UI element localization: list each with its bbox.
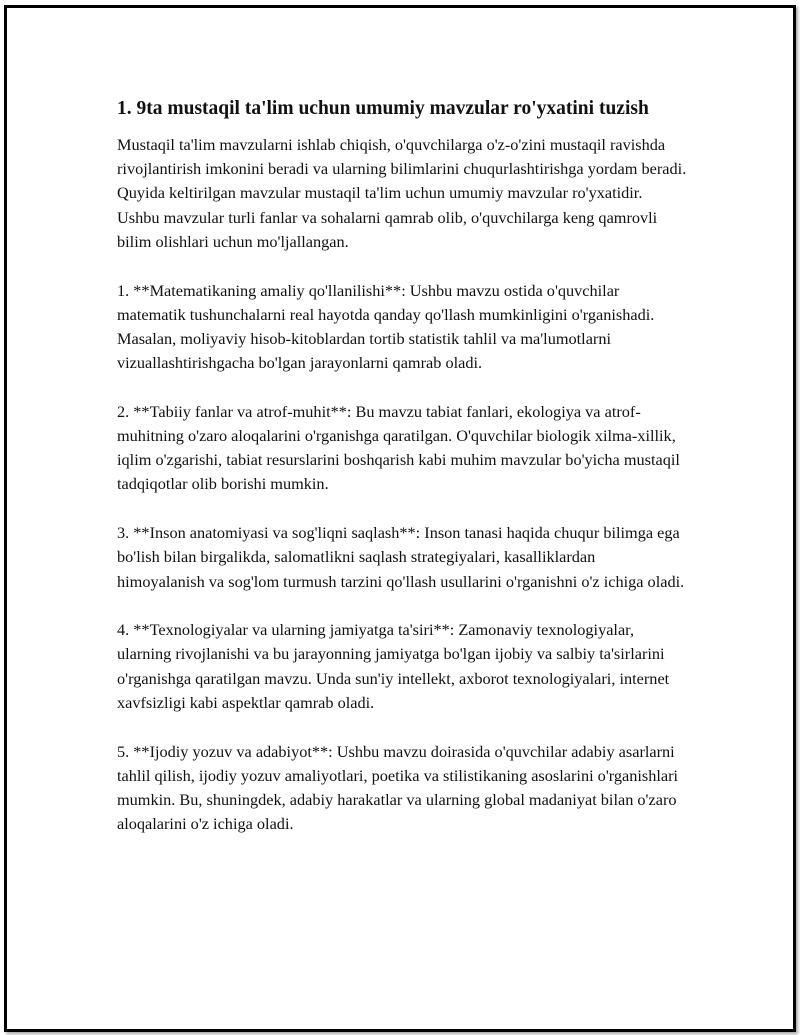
topic-paragraph-2: 2. **Tabiiy fanlar va atrof-muhit**: Bu mavzu tabiat fanlari, ekologiya va atrof-muhitning o'zaro aloqalarini o'rganishga qaratilgan. O'quvchilar biologik xilma-xillik, iqlim o'zgarishi, tabiat resurslarini boshqarish kabi muhim mavzular bo'yicha mustaqil tadqiqotlar olib borishi mumkin.	[117, 401, 680, 494]
intro-paragraph: Mustaqil ta'lim mavzularni ishlab chiqish, o'quvchilarga o'z-o'zini mustaqil ravishda rivojlantirish imkonini beradi va ularning bilimlarini chuqurlashtirishga yordam beradi. Quyida keltirilgan mavzular mustaqil ta'lim uchun umumiy mavzular ro'yxatidir. Ushbu mavzular turli fanlar va sohalarni qamrab olib, o'quvchilarga keng qamrovli bilim olishlari uchun mo'ljallangan.	[117, 135, 687, 251]
topic-paragraph-3: 3. **Inson anatomiyasi va sog'liqni saqlash**: Inson tanasi haqida chuqur bilimga ega bo'lish bilan birgalikda, salomatlikni saqlash strategiyalari, kasalliklardan himoyalanish va sog'lom turmush tarzini qo'llash usullarini o'rganishni o'z ichiga oladi.	[117, 523, 685, 591]
topic-paragraph-1: 1. **Matematikaning amaliy qo'llanilishi**: Ushbu mavzu ostida o'quvchilar matematik tushunchalarni real hayotda qanday qo'llash mumkinligini o'rganishadi. Masalan, moliyaviy hisob-kitoblardan tortib statistik tahlil va ma'lumotlarni vizuallashtirishgacha bo'lgan jarayonlarni qamrab oladi.	[117, 280, 655, 373]
document-body	[117, 95, 687, 861]
topic-paragraph-5: 5. **Ijodiy yozuv va adabiyot**: Ushbu mavzu doirasida o'quvchilar adabiy asarlarni tahlil qilish, ijodiy yozuv amaliyotlari, poetika va stilistikaning asoslarini o'rganishlari mumkin. Bu, shuningdek, adabiy harakatlar va ularning global madaniyat bilan o'zaro aloqalarini o'z ichiga oladi.	[117, 741, 679, 834]
document-title: 1. 9ta mustaqil ta'lim uchun umumiy mavzular ro'yxatini tuzish	[117, 98, 649, 119]
topic-paragraph-4: 4. **Texnologiyalar va ularning jamiyatga ta'siri**: Zamonaviy texnologiyalar, ularning rivojlanishi va bu jarayonning jamiyatga bo'lgan ijobiy va salbiy ta'sirlarini o'rganishga qaratilgan mavzu. Unda sun'iy intellekt, axborot texnologiyalari, internet xavfsizligi kabi aspektlar qamrab oladi.	[117, 620, 670, 712]
